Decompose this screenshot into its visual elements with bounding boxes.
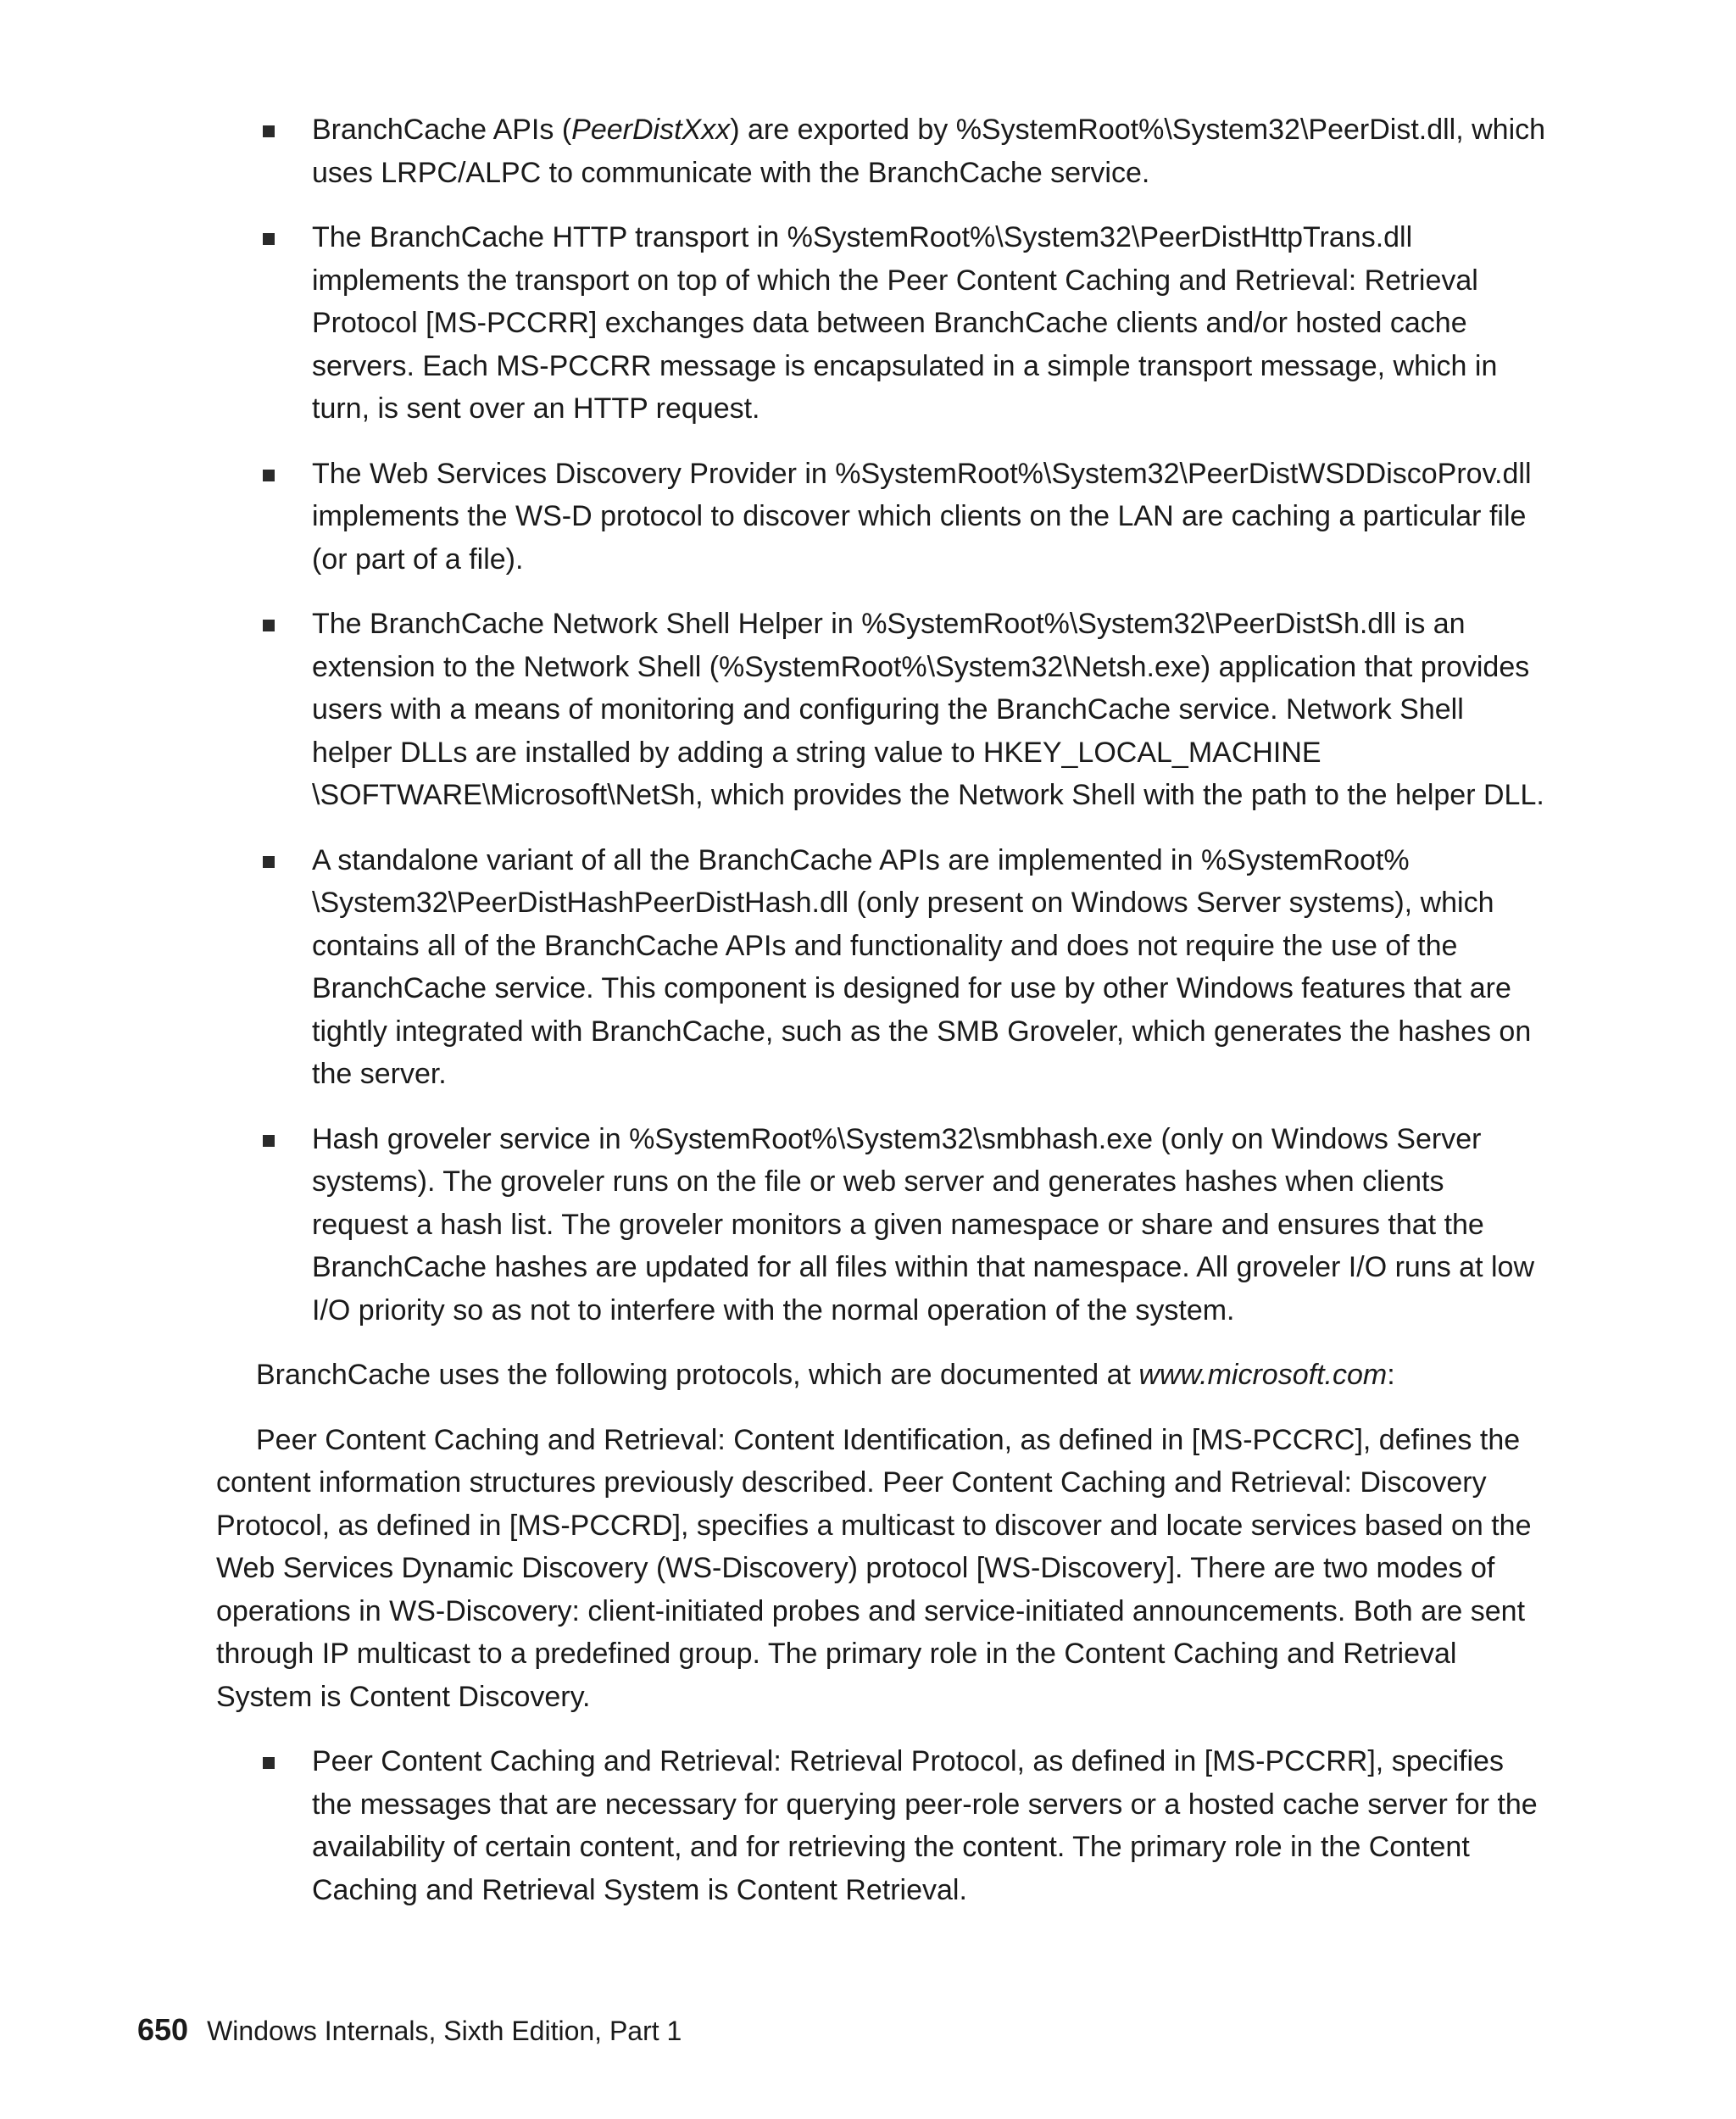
- book-title: Windows Internals, Sixth Edition, Part 1: [207, 2016, 682, 2046]
- bullet-text-italic: PeerDistXxx: [571, 114, 731, 146]
- bullet-text: The BranchCache HTTP transport in %SystemRoot%\System32\PeerDistHttpTrans.dll implements the transport on top of which the Peer Content Caching and Retrieval: Retrieval Protocol [MS-PCCRR] exchanges data between BranchCache clients and/or hosted cache servers. Each MS-PCCRR message is encapsulated in a simple transport message, which in turn, is sent over an HTTP request.: [312, 221, 1498, 425]
- bullet-text-post: ) are exported by %SystemRoot%\System32\PeerDist.dll, which uses LRPC/ALPC to communicate with the BranchCache service.: [312, 114, 1546, 189]
- bullet-text-pre: BranchCache APIs (: [312, 114, 572, 146]
- page-body: [216, 108, 1547, 1933]
- bullet-hash-groveler: [216, 1118, 1547, 1332]
- bullet-text: The BranchCache Network Shell Helper in %SystemRoot%\System32\PeerDistSh.dll is an extension to the Network Shell (%SystemRoot%\System32\Netsh.exe) application that provides users with a means of monitoring and configuring the BranchCache service. Network Shell helper DLLs are installed by adding a string value to HKEY_LOCAL_MACHINE \SOFTWARE\Microsoft\NetSh, which provides the Network Shell with the path to the helper DLL.: [312, 608, 1544, 811]
- bullet-wsd-provider: [216, 453, 1547, 581]
- bullet-text: Peer Content Caching and Retrieval: Retrieval Protocol, as defined in [MS-PCCRR], specifies the messages that are necessary for querying peer-role servers or a hosted cache server for the availability of certain content, and for retrieving the content. The primary role in the Content Caching and Retrieval System is Content Retrieval.: [312, 1745, 1538, 1906]
- square-bullet-icon: [263, 233, 275, 245]
- bullet-text: Hash groveler service in %SystemRoot%\System32\smbhash.exe (only on Windows Server systems). The groveler runs on the file or web server and generates hashes when clients request a hash list. The groveler monitors a given namespace or share and ensures that the BranchCache hashes are updated for all files within that namespace. All groveler I/O runs at low I/O priority so as not to interfere with the normal operation of the system.: [312, 1122, 1534, 1326]
- square-bullet-icon: [263, 1757, 275, 1769]
- bullet-peerdist-apis: [216, 108, 1547, 194]
- protocols-intro-pre: BranchCache uses the following protocols, which are documented at: [256, 1359, 1139, 1391]
- square-bullet-icon: [263, 470, 275, 481]
- protocols-intro-link-text: www.microsoft.com: [1138, 1359, 1388, 1391]
- protocols-intro-post: :: [1387, 1359, 1395, 1391]
- page-number: 650: [137, 2012, 189, 2047]
- page-footer: [137, 2009, 682, 2052]
- bullet-pccrr: [216, 1740, 1547, 1911]
- bullet-http-transport: [216, 216, 1547, 431]
- square-bullet-icon: [263, 125, 275, 137]
- square-bullet-icon: [263, 620, 275, 631]
- pccrc-paragraph: Peer Content Caching and Retrieval: Content Identification, as defined in [MS-PCCRC], defines the content information structures previously described. Peer Content Caching and Retrieval: Discovery Protocol, as defined in [MS-PCCRD], specifies a multicast to discover and locate services based on the Web Services Dynamic Discovery (WS-Discovery) protocol [WS-Discovery]. There are two modes of operations in WS-Discovery: client-initiated probes and service-initiated announcements. Both are sent through IP multicast to a predefined group. The primary role in the Content Caching and Retrieval System is Content Discovery.: [216, 1423, 1532, 1713]
- bullet-text: A standalone variant of all the BranchCache APIs are implemented in %SystemRoot% \System32\PeerDistHashPeerDistHash.dll (only present on Windows Server systems), which contains all of the BranchCache APIs and functionality and does not require the use of the BranchCache service. This component is designed for use by other Windows features that are tightly integrated with BranchCache, such as the SMB Groveler, which generates the hashes on the server.: [312, 843, 1532, 1090]
- protocols-intro-paragraph: [216, 1354, 1547, 1397]
- bullet-standalone-variant: [216, 839, 1547, 1096]
- square-bullet-icon: [263, 856, 275, 868]
- bullet-netsh-helper: [216, 603, 1547, 817]
- bullet-text: The Web Services Discovery Provider in %SystemRoot%\System32\PeerDistWSDDiscoProv.dll implements the WS-D protocol to discover which clients on the LAN are caching a particular file (or part of a file).: [312, 457, 1532, 576]
- square-bullet-icon: [263, 1135, 275, 1147]
